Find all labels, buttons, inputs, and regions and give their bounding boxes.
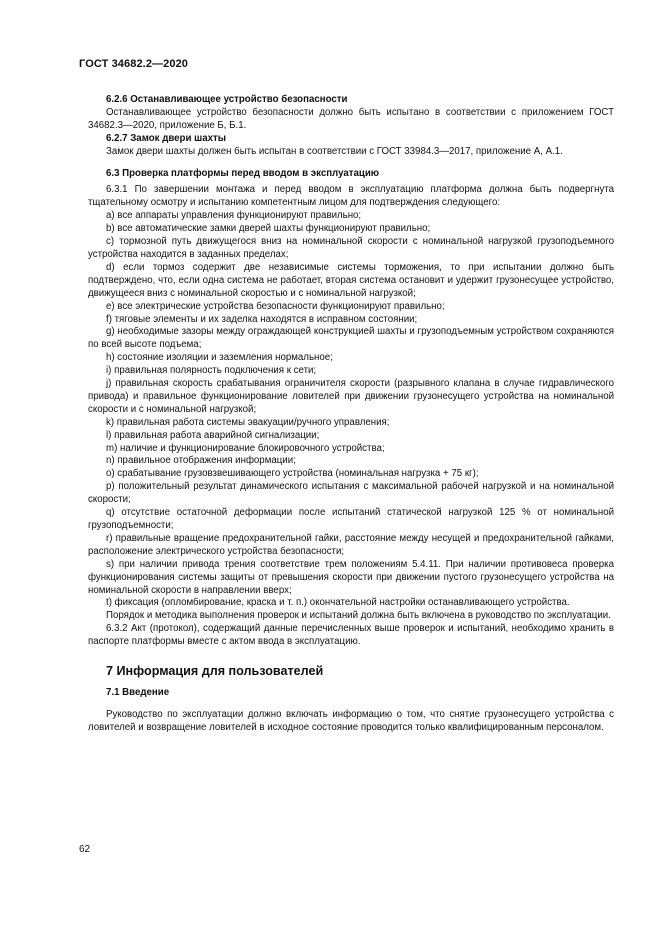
- list-item: m) наличие и функционирование блокировочного устройства;: [106, 442, 385, 454]
- section-7-heading: 7 Информация для пользователей: [106, 664, 324, 679]
- list-item: k) правильная работа системы эвакуации/ручного управления;: [106, 416, 390, 428]
- document-code-header: ГОСТ 34682.2—2020: [79, 58, 189, 70]
- list-item: d) если тормоз содержит две независимые системы торможения, то при испытании должно быть подтверждено, что, если одна система не работает, вторая система остановит и удержит грузонесущее устройство, движущееся вниз с номинальной скоростью и с номинальной нагрузкой;: [88, 261, 614, 299]
- list-item: j) правильная скорость срабатывания ограничителя скорости (разрывного клапана в случае гидравлического привода) и правильное функционирование ловителей при движении грузонесущего устройства на номинальной скорости и с номинальной нагрузкой;: [88, 378, 614, 415]
- section-6-2-6-text: Останавливающее устройство безопасности должно быть испытано в соответствии с приложением ГОСТ 34682.3—2020, приложение Б, Б.1.: [88, 106, 614, 131]
- section-7-1-text: Руководство по эксплуатации должно включать информацию о том, что снятие грузонесущего устройства с ловителей и возвращение ловителей в исходное состояние проводится только квалифицированным персоналом.: [88, 708, 614, 733]
- list-item: q) отсутствие остаточной деформации после испытаний статической нагрузкой 125 % от номинальной грузоподъемности;: [88, 507, 614, 531]
- section-6-3-1-intro: 6.3.1 По завершении монтажа и перед вводом в эксплуатацию платформа должна быть подвергнута тщательному осмотру и испытанию компетентным лицом для подтверждения следующего:: [88, 184, 614, 209]
- list-item: t) фиксация (опломбирование, краска и т. п.) окончательной настройки останавливающего устройства.: [106, 597, 570, 609]
- list-item: i) правильная полярность подключения к сети;: [106, 365, 317, 377]
- section-6-2-6-heading: 6.2.6 Останавливающее устройство безопасности: [106, 94, 348, 105]
- list-item: l) правильная работа аварийной сигнализации;: [106, 429, 320, 441]
- section-6-3-2-paragraph: 6.3.2 Акт (протокол), содержащий данные перечисленных выше проверок и испытаний, необходимо хранить в паспорте платформы вместе с актом ввода в эксплуатацию.: [88, 623, 614, 648]
- list-item: s) при наличии привода трения соответствие трем положениям 5.4.11. При наличии противовеса проверка функционирования системы защиты от превышения скорости при движении пустого грузонесущего устройства на номинальной скорости в направлении вверх;: [88, 558, 614, 596]
- list-item: b) все автоматические замки дверей шахты функционируют правильно;: [106, 223, 431, 235]
- section-6-2-7-text: Замок двери шахты должен быть испытан в соответствии с ГОСТ 33984.3—2017, приложение А, А.1.: [106, 145, 563, 157]
- list-item: g) необходимые зазоры между ограждающей конструкцией шахты и грузоподъемным устройством сохраняются по всей высоте подъема;: [88, 326, 614, 351]
- section-6-3-heading: 6.3 Проверка платформы перед вводом в эксплуатацию: [106, 167, 380, 179]
- procedure-paragraph: Порядок и методика выполнения проверок и испытаний должна быть включена в руководство по эксплуатации.: [106, 610, 611, 622]
- inspection-checklist: [88, 210, 614, 610]
- list-item: n) правильное отображения информации;: [106, 455, 296, 467]
- page-content: [88, 94, 614, 735]
- list-item: f) тяговые элементы и их заделка находятся в исправном состоянии;: [106, 313, 418, 325]
- list-item: e) все электрические устройства безопасности функционируют правильно;: [106, 300, 445, 312]
- page-number: 62: [79, 844, 91, 855]
- list-item: h) состояние изоляции и заземления нормальное;: [106, 352, 333, 364]
- list-item: o) срабатывание грузовзвешивающего устройства (номинальная нагрузка + 75 кг);: [106, 468, 479, 480]
- list-item: r) правильные вращение предохранительной гайки, расстояние между несущей и предохранительной гайками, расположение электрического устройства безопасности;: [88, 532, 614, 557]
- list-item: a) все аппараты управления функционируют правильно;: [106, 210, 362, 222]
- section-6-2-7-heading: 6.2.7 Замок двери шахты: [106, 132, 226, 144]
- list-item: p) положительный результат динамического испытания с максимальной рабочей нагрузкой и на номинальной скорости;: [88, 481, 614, 506]
- list-item: c) тормозной путь движущегося вниз на номинальной скорости с номинальной нагрузкой грузоподъемного устройства находится в заданных пределах;: [88, 236, 614, 260]
- section-7-1-heading: 7.1 Введение: [106, 687, 170, 699]
